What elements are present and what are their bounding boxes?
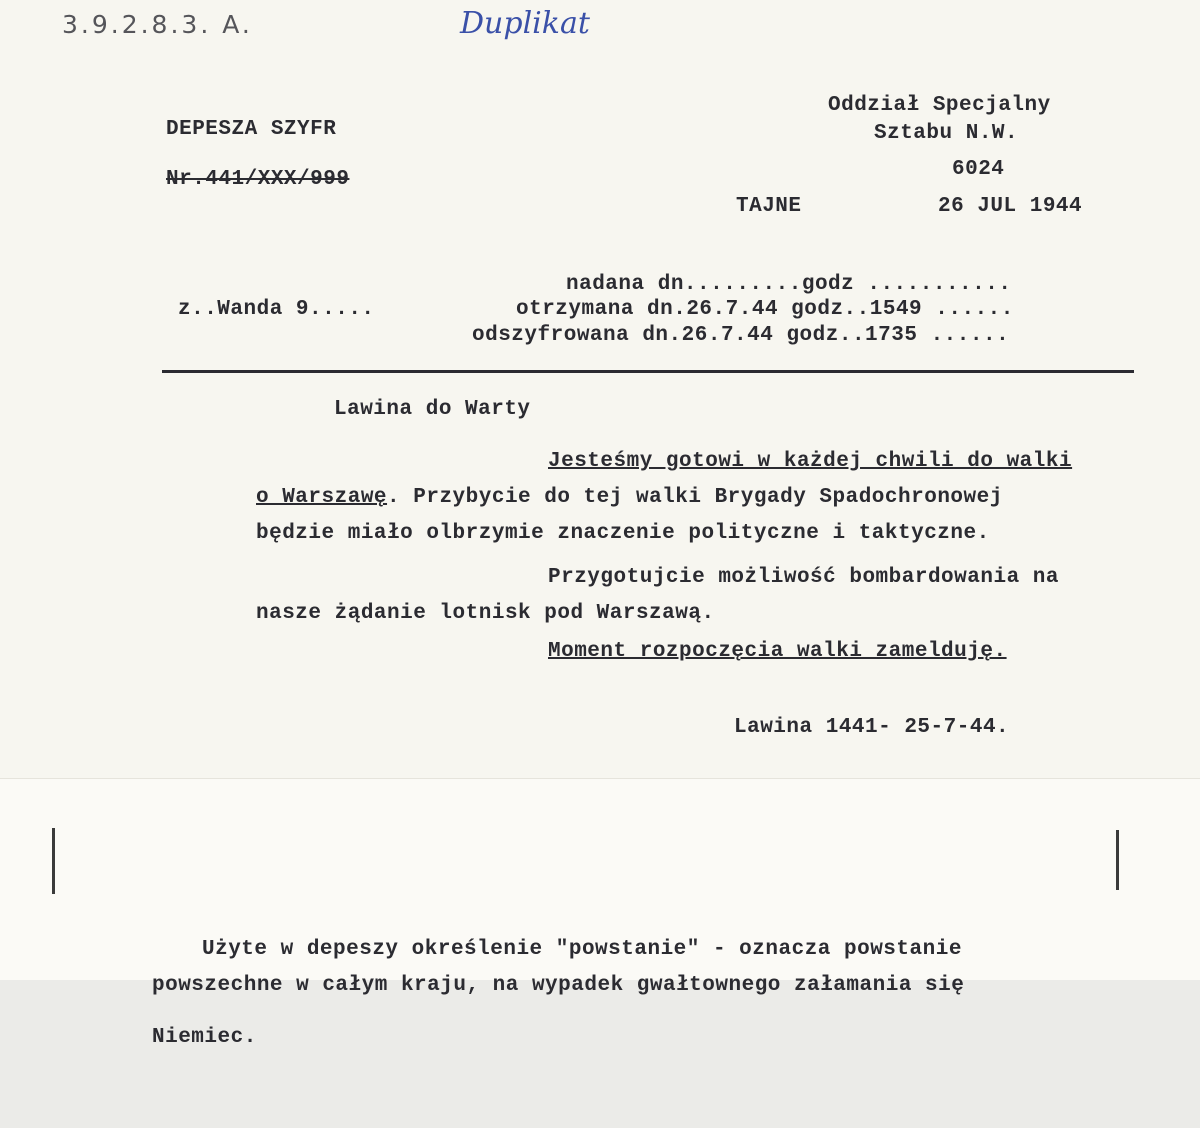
separator-line — [162, 370, 1134, 373]
classification-label: TAJNE — [736, 195, 802, 218]
archive-number: 3.9.2.8.3. A. — [62, 10, 253, 39]
binding-mark-right — [1116, 830, 1119, 890]
note-line-3: Niemiec. — [152, 1026, 257, 1049]
sender-line: z..Wanda 9..... — [178, 298, 375, 321]
note-line-1: Użyte w depeszy określenie "powstanie" - oznacza powstanie — [202, 938, 962, 961]
message-line-2 — [256, 486, 1003, 509]
document-title: DEPESZA SZYFR — [166, 118, 337, 141]
message-line-3: będzie miało olbrzymie znaczenie polityczne i taktyczne. — [256, 522, 990, 545]
message-line-6: Moment rozpoczęcia walki zamelduję. — [548, 640, 1007, 663]
reference-number: 6024 — [952, 158, 1005, 181]
document-number: Nr.441/XXX/999 — [166, 168, 350, 191]
binding-mark-left — [52, 828, 55, 894]
message-line-4: Przygotujcie możliwość bombardowania na — [548, 566, 1059, 589]
department-line-2: Sztabu N.W. — [874, 122, 1019, 145]
message-signature: Lawina 1441- 25-7-44. — [734, 716, 1010, 739]
sent-line: nadana dn.........godz ........... — [566, 273, 1012, 296]
message-line-5: nasze żądanie lotnisk pod Warszawą. — [256, 602, 715, 625]
message-line-2-emphasis: o Warszawę — [256, 486, 388, 509]
message-line-1: Jesteśmy gotowi w każdej chwili do walki — [548, 450, 1073, 473]
message-line-2-rest: . Przybycie do tej walki Brygady Spadochronowej — [387, 486, 1003, 509]
received-line: otrzymana dn.26.7.44 godz..1549 ...... — [516, 298, 1014, 321]
date-stamp: 26 JUL 1944 — [938, 195, 1083, 218]
copy-mark: Duplikat — [460, 6, 590, 41]
decoded-line: odszyfrowana dn.26.7.44 godz..1735 ...... — [472, 324, 1010, 347]
message-salutation: Lawina do Warty — [334, 398, 531, 421]
note-line-2: powszechne w całym kraju, na wypadek gwałtownego załamania się — [152, 974, 965, 997]
department-line-1: Oddział Specjalny — [828, 94, 1051, 117]
document-lower-sheet — [0, 980, 1200, 1128]
